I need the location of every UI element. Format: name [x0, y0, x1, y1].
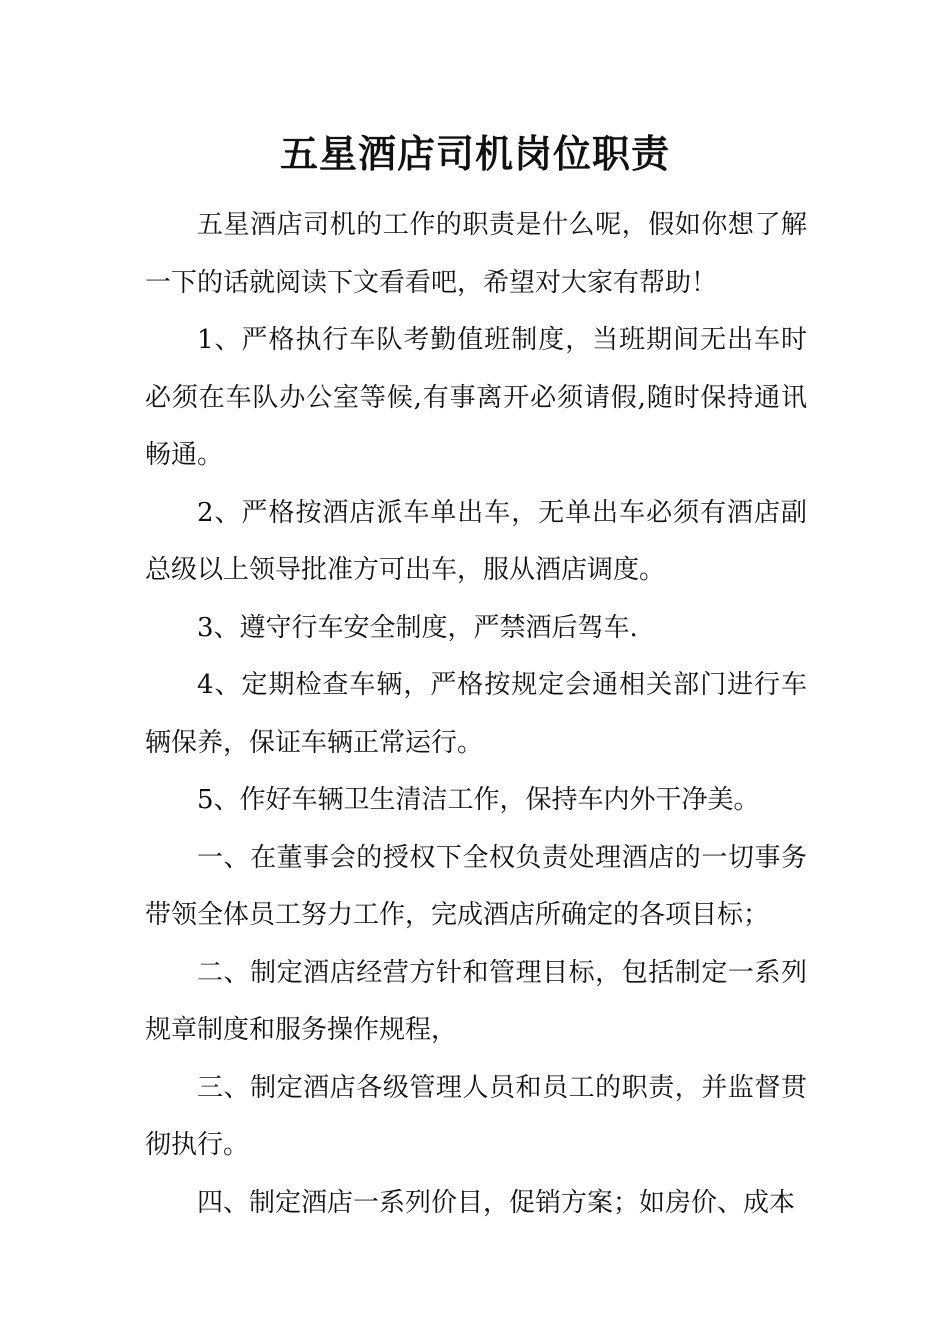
document-body: [145, 197, 807, 1232]
paragraph-duty-2: 二、制定酒店经营方针和管理目标，包括制定一系列规章制度和服务操作规程，: [145, 957, 807, 1045]
paragraph-intro: 五星酒店司机的工作的职责是什么呢，假如你想了解一下的话就阅读下文看看吧，希望对大家有帮助！: [145, 210, 807, 298]
paragraph-item-2: 2、严格按酒店派车单出车，无单出车必须有酒店副总级以上领导批准方可出车，服从酒店调度。: [145, 497, 807, 585]
paragraph-duty-1: 一、在董事会的授权下全权负责处理酒店的一切事务带领全体员工努力工作，完成酒店所确定的各项目标；: [145, 842, 807, 930]
paragraph-duty-3: 三、制定酒店各级管理人员和员工的职责，并监督贯彻执行。: [145, 1072, 807, 1160]
paragraph-item-3: 3、遵守行车安全制度，严禁酒后驾车.: [197, 612, 638, 643]
document-title: 五星酒店司机岗位职责: [279, 131, 670, 176]
paragraph-duty-4: 四、制定酒店一系列价目，促销方案；如房价、成本: [197, 1187, 796, 1218]
paragraph-item-5: 5、作好车辆卫生清洁工作，保持车内外干净美。: [197, 785, 760, 815]
paragraph-item-1: 1、严格执行车队考勤值班制度，当班期间无出车时必须在车队办公室等候,有事离开必须请假,随时保持通讯畅通。: [145, 325, 807, 470]
paragraph-item-4: 4、定期检查车辆，严格按规定会通相关部门进行车辆保养，保证车辆正常运行。: [145, 670, 807, 758]
